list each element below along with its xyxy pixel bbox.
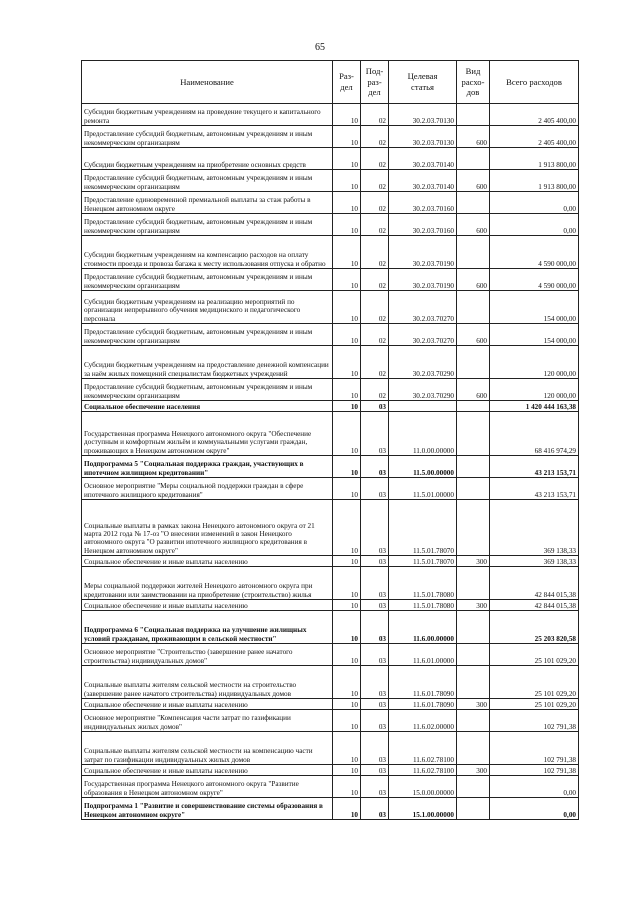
cell-name: Государственная программа Ненецкого автономного округа "Обеспечение доступным и комфортным жильём и коммунальными услугами граждан, проживающих в Ненецком автономном округе" <box>82 412 333 456</box>
cell-name: Предоставление единовременной премиальной выплаты за стаж работы в Ненецком автономном округе <box>82 192 333 214</box>
cell-subsection: 02 <box>361 236 389 269</box>
cell-total: 0,00 <box>490 192 579 214</box>
cell-subsection: 02 <box>361 148 389 170</box>
cell-section: 10 <box>333 148 361 170</box>
table-row <box>82 126 579 148</box>
cell-target: 11.6.01.78090 <box>389 699 457 710</box>
table-header-row <box>82 61 579 104</box>
cell-subsection: 02 <box>361 291 389 324</box>
cell-section: 10 <box>333 600 361 611</box>
cell-name: Социальные выплаты жителям сельской местности на компенсацию части затрат по газификации индивидуальных жилых домов <box>82 732 333 765</box>
cell-subsection: 03 <box>361 600 389 611</box>
cell-target: 11.6.02.00000 <box>389 710 457 732</box>
cell-target: 30.2.03.70190 <box>389 236 457 269</box>
page-number: 65 <box>315 42 325 53</box>
cell-target: 30.2.03.70190 <box>389 269 457 291</box>
cell-name: Субсидии бюджетным учреждениям на приобретение основных средств <box>82 148 333 170</box>
cell-name: Предоставление субсидий бюджетным, автономным учреждениям и иным некоммерческим организациям <box>82 170 333 192</box>
cell-target: 30.2.03.70290 <box>389 379 457 401</box>
table-row <box>82 556 579 567</box>
cell-type: 600 <box>457 269 490 291</box>
cell-subsection: 03 <box>361 412 389 456</box>
cell-type <box>457 412 490 456</box>
cell-subsection: 03 <box>361 776 389 798</box>
cell-subsection: 03 <box>361 798 389 820</box>
cell-subsection: 02 <box>361 214 389 236</box>
cell-name: Основное мероприятие "Строительство (завершение ранее начатого строительства) индивидуальных домов" <box>82 644 333 666</box>
table-body <box>82 104 579 820</box>
table-row <box>82 710 579 732</box>
cell-total: 120 000,00 <box>490 346 579 379</box>
cell-target: 15.0.00.00000 <box>389 776 457 798</box>
cell-target: 30.2.03.70160 <box>389 214 457 236</box>
table-row <box>82 170 579 192</box>
cell-type <box>457 104 490 126</box>
table-row <box>82 798 579 820</box>
cell-name: Меры социальной поддержки жителей Ненецкого автономного округа при кредитовании или заимствовании на приобретение (строительство) жилья <box>82 567 333 600</box>
cell-section: 10 <box>333 236 361 269</box>
cell-total: 0,00 <box>490 798 579 820</box>
cell-section: 10 <box>333 765 361 776</box>
cell-type: 600 <box>457 214 490 236</box>
cell-total: 43 213 153,71 <box>490 478 579 500</box>
cell-target <box>389 401 457 412</box>
cell-target: 30.2.03.70160 <box>389 192 457 214</box>
cell-target: 11.5.01.78080 <box>389 600 457 611</box>
table-row <box>82 214 579 236</box>
table-row <box>82 269 579 291</box>
cell-total: 25 203 820,58 <box>490 611 579 644</box>
cell-total: 4 590 000,00 <box>490 236 579 269</box>
table-row <box>82 379 579 401</box>
cell-type <box>457 776 490 798</box>
cell-type <box>457 236 490 269</box>
table-row <box>82 324 579 346</box>
cell-subsection: 03 <box>361 567 389 600</box>
table-row <box>82 765 579 776</box>
cell-subsection: 02 <box>361 346 389 379</box>
table-row <box>82 611 579 644</box>
cell-name: Социальные выплаты жителям сельской местности на строительство (завершение ранее начатого строительства) индивидуальных домов <box>82 666 333 699</box>
cell-target: 11.0.00.00000 <box>389 412 457 456</box>
cell-type <box>457 478 490 500</box>
cell-type <box>457 732 490 765</box>
table-row <box>82 148 579 170</box>
cell-type <box>457 456 490 478</box>
cell-type <box>457 500 490 556</box>
cell-name: Предоставление субсидий бюджетным, автономным учреждениям и иным некоммерческим организациям <box>82 379 333 401</box>
cell-total: 1 420 444 163,38 <box>490 401 579 412</box>
cell-section: 10 <box>333 170 361 192</box>
table-row <box>82 478 579 500</box>
cell-section: 10 <box>333 567 361 600</box>
cell-section: 10 <box>333 324 361 346</box>
cell-total: 0,00 <box>490 776 579 798</box>
cell-section: 10 <box>333 644 361 666</box>
cell-total: 0,00 <box>490 214 579 236</box>
cell-section: 10 <box>333 291 361 324</box>
table-row <box>82 291 579 324</box>
cell-name: Государственная программа Ненецкого автономного округа "Развитие образования в Ненецком автономном округе" <box>82 776 333 798</box>
cell-total: 25 101 029,20 <box>490 666 579 699</box>
cell-type <box>457 710 490 732</box>
cell-name: Социальное обеспечение населения <box>82 401 333 412</box>
cell-name: Социальные выплаты в рамках закона Ненецкого автономного округа от 21 марта 2012 года № 17-оз "О внесении изменений в закон Ненецкого автономного округа "О развитии ипотечного жилищного кредитования в Ненецком автономном округе" <box>82 500 333 556</box>
cell-target: 11.5.00.00000 <box>389 456 457 478</box>
cell-type: 600 <box>457 126 490 148</box>
cell-subsection: 02 <box>361 379 389 401</box>
cell-section: 10 <box>333 611 361 644</box>
cell-name: Социальное обеспечение и иные выплаты населению <box>82 600 333 611</box>
cell-type <box>457 798 490 820</box>
cell-name: Подпрограмма 6 "Социальная поддержка на улучшение жилищных условий гражданам, проживающим в сельской местности" <box>82 611 333 644</box>
cell-name: Предоставление субсидий бюджетным, автономным учреждениям и иным некоммерческим организациям <box>82 269 333 291</box>
header-total: Всего расходов <box>490 61 579 104</box>
cell-section: 10 <box>333 776 361 798</box>
cell-section: 10 <box>333 478 361 500</box>
table-row <box>82 500 579 556</box>
cell-type: 300 <box>457 600 490 611</box>
cell-section: 10 <box>333 346 361 379</box>
cell-section: 10 <box>333 214 361 236</box>
cell-subsection: 03 <box>361 500 389 556</box>
cell-total: 102 791,38 <box>490 765 579 776</box>
cell-type <box>457 567 490 600</box>
cell-subsection: 03 <box>361 478 389 500</box>
cell-target: 11.5.01.78080 <box>389 567 457 600</box>
cell-target: 15.1.00.00000 <box>389 798 457 820</box>
cell-subsection: 03 <box>361 556 389 567</box>
cell-subsection: 02 <box>361 324 389 346</box>
table-row <box>82 412 579 456</box>
table-row <box>82 732 579 765</box>
cell-type <box>457 148 490 170</box>
cell-total: 1 913 800,00 <box>490 170 579 192</box>
cell-type <box>457 666 490 699</box>
cell-subsection: 03 <box>361 611 389 644</box>
table-row <box>82 644 579 666</box>
cell-section: 10 <box>333 500 361 556</box>
cell-total: 25 101 029,20 <box>490 699 579 710</box>
header-name: Наименование <box>82 61 333 104</box>
cell-total: 102 791,38 <box>490 732 579 765</box>
table-row <box>82 236 579 269</box>
header-subsection: Под- раз- дел <box>361 61 389 104</box>
cell-target: 11.6.00.00000 <box>389 611 457 644</box>
header-type: Вид расхо- дов <box>457 61 490 104</box>
cell-name: Основное мероприятие "Меры социальной поддержки граждан в сфере ипотечного жилищного кредитования" <box>82 478 333 500</box>
cell-target: 11.6.01.00000 <box>389 644 457 666</box>
cell-type <box>457 192 490 214</box>
table-row <box>82 104 579 126</box>
cell-subsection: 03 <box>361 710 389 732</box>
header-target: Целевая статья <box>389 61 457 104</box>
table-row <box>82 776 579 798</box>
cell-name: Субсидии бюджетным учреждениям на проведение текущего и капитального ремонта <box>82 104 333 126</box>
cell-total: 42 844 015,38 <box>490 600 579 611</box>
cell-type <box>457 401 490 412</box>
table-row <box>82 192 579 214</box>
cell-total: 2 405 400,00 <box>490 104 579 126</box>
table-row <box>82 346 579 379</box>
cell-section: 10 <box>333 666 361 699</box>
cell-target: 30.2.03.70140 <box>389 170 457 192</box>
cell-total: 1 913 800,00 <box>490 148 579 170</box>
cell-type <box>457 611 490 644</box>
cell-name: Предоставление субсидий бюджетным, автономным учреждениям и иным некоммерческим организациям <box>82 214 333 236</box>
cell-type: 600 <box>457 170 490 192</box>
cell-section: 10 <box>333 556 361 567</box>
cell-total: 25 101 029,20 <box>490 644 579 666</box>
cell-total: 42 844 015,38 <box>490 567 579 600</box>
cell-section: 10 <box>333 699 361 710</box>
cell-name: Субсидии бюджетным учреждениям на реализацию мероприятий по организации непрерывного обучения медицинского и педагогического персонала <box>82 291 333 324</box>
cell-section: 10 <box>333 379 361 401</box>
cell-type <box>457 291 490 324</box>
cell-target: 30.2.03.70270 <box>389 324 457 346</box>
cell-total: 369 138,33 <box>490 556 579 567</box>
cell-section: 10 <box>333 798 361 820</box>
cell-total: 369 138,33 <box>490 500 579 556</box>
cell-name: Основное мероприятие "Компенсация части затрат по газификации индивидуальных жилых домов" <box>82 710 333 732</box>
cell-section: 10 <box>333 456 361 478</box>
cell-name: Предоставление субсидий бюджетным, автономным учреждениям и иным некоммерческим организациям <box>82 324 333 346</box>
cell-type <box>457 644 490 666</box>
cell-name: Субсидии бюджетным учреждениям на компенсацию расходов на оплату стоимости проезда и провоза багажа к месту использования отпуска и обратно <box>82 236 333 269</box>
table-row <box>82 567 579 600</box>
cell-section: 10 <box>333 104 361 126</box>
cell-target: 11.6.02.78100 <box>389 765 457 776</box>
table-row <box>82 666 579 699</box>
cell-target: 11.6.01.78090 <box>389 666 457 699</box>
cell-target: 30.2.03.70130 <box>389 104 457 126</box>
cell-name: Социальное обеспечение и иные выплаты населению <box>82 556 333 567</box>
cell-total: 154 000,00 <box>490 291 579 324</box>
cell-target: 30.2.03.70140 <box>389 148 457 170</box>
cell-total: 68 416 974,29 <box>490 412 579 456</box>
cell-total: 4 590 000,00 <box>490 269 579 291</box>
cell-section: 10 <box>333 401 361 412</box>
cell-target: 11.5.01.00000 <box>389 478 457 500</box>
cell-section: 10 <box>333 710 361 732</box>
cell-section: 10 <box>333 412 361 456</box>
cell-target: 11.5.01.78070 <box>389 556 457 567</box>
cell-subsection: 03 <box>361 699 389 710</box>
cell-subsection: 02 <box>361 192 389 214</box>
cell-subsection: 02 <box>361 170 389 192</box>
cell-name: Субсидии бюджетным учреждениям на предоставление денежной компенсации за наём жилых помещений специалистам бюджетных учреждений <box>82 346 333 379</box>
cell-subsection: 03 <box>361 765 389 776</box>
cell-target: 30.2.03.70130 <box>389 126 457 148</box>
table-row <box>82 456 579 478</box>
cell-target: 11.5.01.78070 <box>389 500 457 556</box>
cell-type <box>457 346 490 379</box>
cell-subsection: 03 <box>361 732 389 765</box>
cell-total: 2 405 400,00 <box>490 126 579 148</box>
cell-name: Социальное обеспечение и иные выплаты населению <box>82 699 333 710</box>
table-row <box>82 699 579 710</box>
cell-target: 30.2.03.70270 <box>389 291 457 324</box>
table-row <box>82 401 579 412</box>
expenditure-table <box>81 60 579 820</box>
cell-type: 300 <box>457 556 490 567</box>
cell-name: Подпрограмма 5 "Социальная поддержка граждан, участвующих в ипотечном жилищном кредитовании" <box>82 456 333 478</box>
cell-type: 300 <box>457 765 490 776</box>
cell-subsection: 02 <box>361 104 389 126</box>
cell-section: 10 <box>333 269 361 291</box>
cell-subsection: 02 <box>361 269 389 291</box>
cell-type: 300 <box>457 699 490 710</box>
cell-subsection: 02 <box>361 126 389 148</box>
cell-section: 10 <box>333 126 361 148</box>
cell-section: 10 <box>333 192 361 214</box>
cell-total: 120 000,00 <box>490 379 579 401</box>
cell-subsection: 03 <box>361 666 389 699</box>
cell-target: 30.2.03.70290 <box>389 346 457 379</box>
cell-name: Социальное обеспечение и иные выплаты населению <box>82 765 333 776</box>
cell-type: 600 <box>457 379 490 401</box>
cell-total: 102 791,38 <box>490 710 579 732</box>
cell-name: Предоставление субсидий бюджетным, автономным учреждениям и иным некоммерческим организациям <box>82 126 333 148</box>
cell-section: 10 <box>333 732 361 765</box>
cell-subsection: 03 <box>361 456 389 478</box>
table-row <box>82 600 579 611</box>
cell-subsection: 03 <box>361 401 389 412</box>
cell-subsection: 03 <box>361 644 389 666</box>
header-section: Раз- дел <box>333 61 361 104</box>
cell-total: 43 213 153,71 <box>490 456 579 478</box>
cell-total: 154 000,00 <box>490 324 579 346</box>
cell-name: Подпрограмма 1 "Развитие и совершенствование системы образования в Ненецком автономном округе" <box>82 798 333 820</box>
cell-target: 11.6.02.78100 <box>389 732 457 765</box>
cell-type: 600 <box>457 324 490 346</box>
